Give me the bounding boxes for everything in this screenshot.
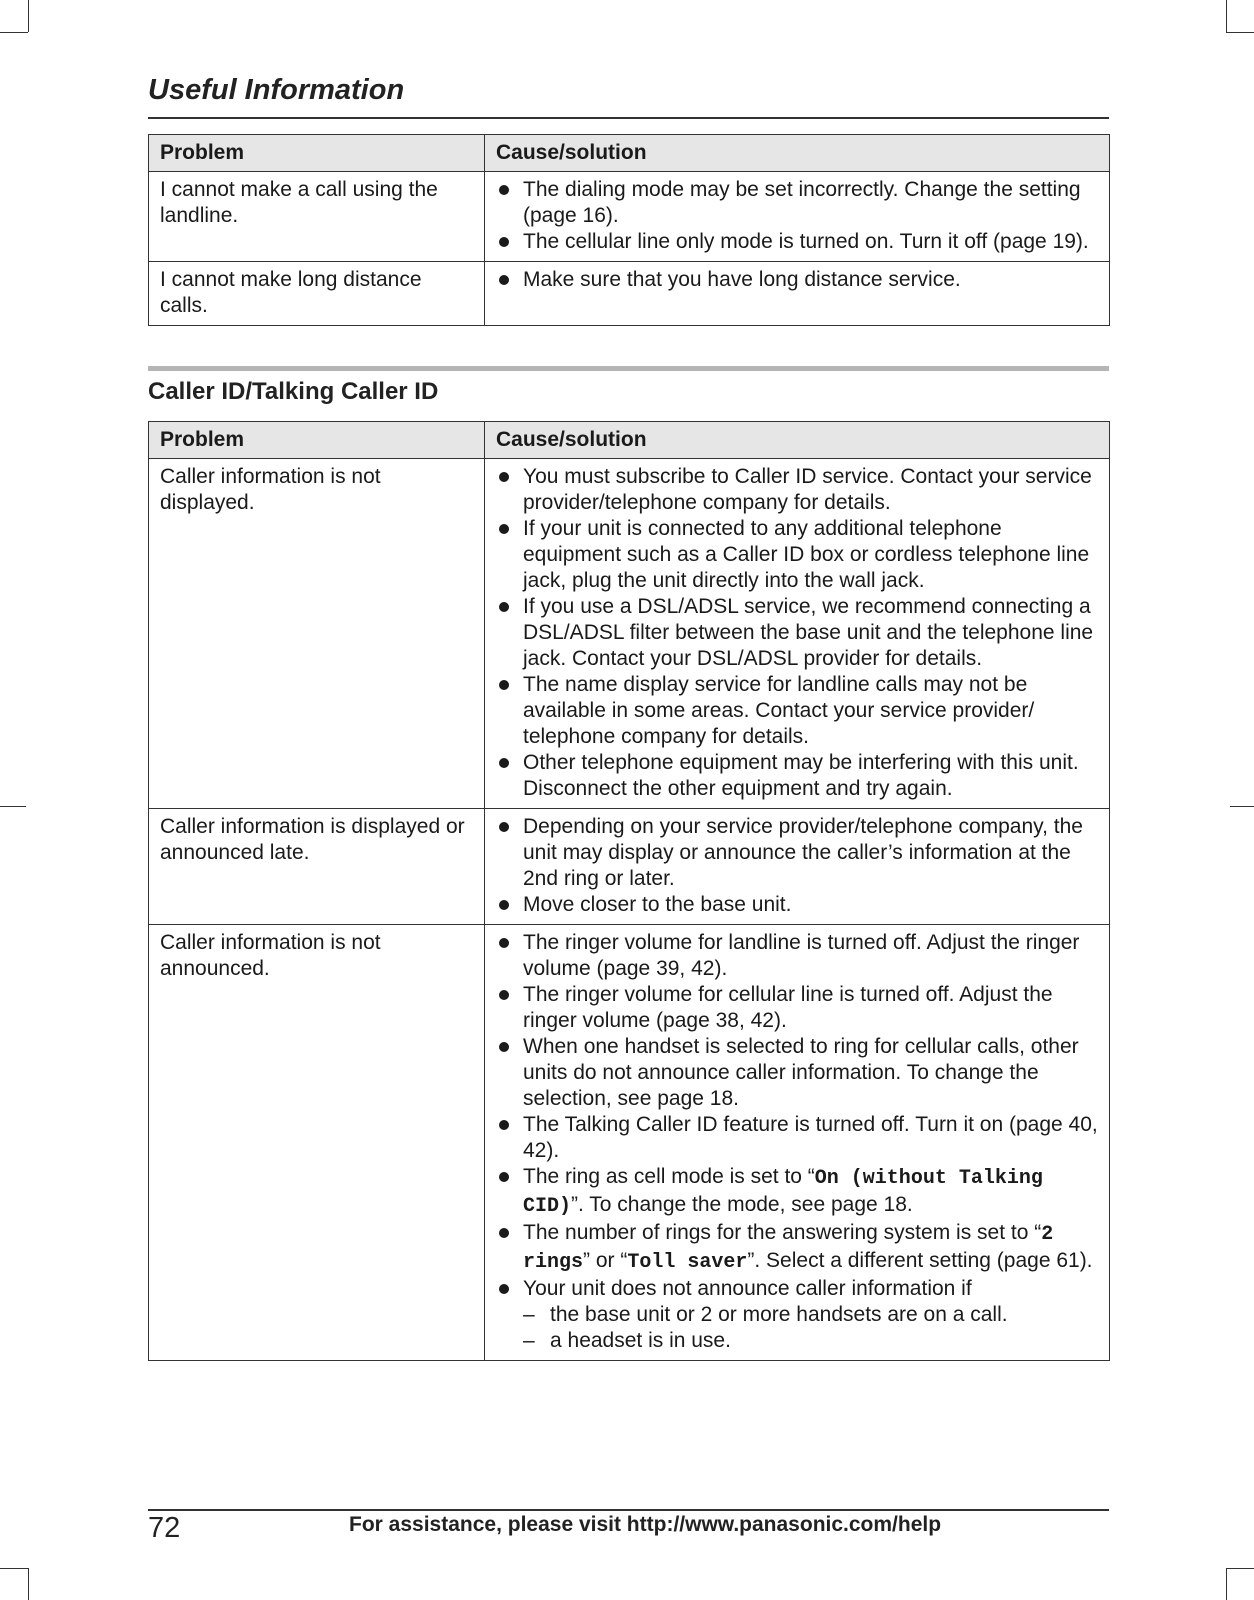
crop-mark	[0, 32, 28, 33]
setting-value: On (without Talking CID)	[523, 1167, 1043, 1218]
sub-list	[523, 1302, 1098, 1354]
solution-text: If you use a DSL/ADSL service, we recommend connecting a DSL/ADSL filter between the base unit and the telephone line jack. Contact your DSL/ADSL provider for details.	[523, 595, 1094, 670]
solution-list	[496, 464, 1098, 802]
solution-item	[496, 1034, 1098, 1112]
problem-cell: I cannot make long distance calls.	[149, 262, 485, 326]
page-number: 72	[148, 1512, 181, 1544]
table-row	[149, 809, 1110, 925]
solution-item-rings	[496, 1220, 1098, 1276]
troubleshooting-table-caller-id	[148, 421, 1110, 1361]
bullet-icon	[499, 1228, 509, 1238]
solution-cell	[485, 925, 1110, 1361]
solution-text: The Talking Caller ID feature is turned off. Turn it on (page 40, 42).	[523, 1113, 1098, 1162]
bullet-icon	[499, 1284, 509, 1294]
bullet-icon	[499, 990, 509, 1000]
solution-text: Your unit does not announce caller information if	[523, 1277, 972, 1300]
solution-item	[496, 814, 1098, 892]
problem-cell: Caller information is displayed or announced late.	[149, 809, 485, 925]
bullet-icon	[499, 472, 509, 482]
bullet-icon	[499, 1172, 509, 1182]
solution-cell	[485, 809, 1110, 925]
sub-item	[523, 1302, 1098, 1328]
solution-item	[496, 892, 1098, 918]
table-row	[149, 262, 1110, 326]
table-header-row	[149, 422, 1110, 459]
column-header-problem: Problem	[149, 135, 485, 172]
solution-item	[496, 1112, 1098, 1164]
solution-text: You must subscribe to Caller ID service. Contact your service provider/telephone company for details.	[523, 465, 1092, 514]
solution-text: The dialing mode may be set incorrectly. Change the setting (page 16).	[523, 178, 1081, 227]
bullet-icon	[499, 1120, 509, 1130]
solution-item-cell-mode	[496, 1164, 1098, 1220]
solution-item	[496, 464, 1098, 516]
solution-text: If your unit is connected to any additional telephone equipment such as a Caller ID box or cordless telephone line jack, plug the unit directly into the wall jack.	[523, 517, 1090, 592]
table-row	[149, 459, 1110, 809]
column-header-problem: Problem	[149, 422, 485, 459]
sub-item-text: the base unit or 2 or more handsets are on a call.	[550, 1303, 1008, 1326]
bullet-icon	[499, 185, 509, 195]
solution-cell	[485, 262, 1110, 326]
solution-text: ”. Select a different setting (page 61).	[747, 1249, 1093, 1272]
solution-text: When one handset is selected to ring for cellular calls, other units do not announce caller information. To change the selection, see page 18.	[523, 1035, 1079, 1110]
sub-item	[523, 1328, 1098, 1354]
crop-mark	[0, 1568, 28, 1569]
problem-cell: Caller information is not announced.	[149, 925, 485, 1361]
setting-value: 2 rings	[523, 1223, 1054, 1274]
solution-item	[496, 229, 1098, 255]
column-header-cause-solution: Cause/solution	[485, 135, 1110, 172]
crop-mark	[1226, 1568, 1227, 1600]
crop-mark	[1226, 1568, 1254, 1569]
solution-item	[496, 672, 1098, 750]
table-row	[149, 172, 1110, 262]
solution-text: The number of rings for the answering system is set to “	[523, 1221, 1042, 1244]
solution-text: Move closer to the base unit.	[523, 893, 792, 916]
solution-text: Depending on your service provider/telephone company, the unit may display or announce the caller’s information at the 2nd ring or later.	[523, 815, 1083, 890]
crop-mark	[0, 806, 26, 807]
solution-text: The ring as cell mode is set to “	[523, 1165, 815, 1188]
solution-list	[496, 267, 1098, 293]
sub-item-text: a headset is in use.	[550, 1329, 731, 1352]
solution-text: Make sure that you have long distance service.	[523, 268, 961, 291]
solution-list	[496, 930, 1098, 1354]
bullet-icon	[499, 822, 509, 832]
solution-item	[496, 594, 1098, 672]
solution-text: The name display service for landline calls may not be available in some areas. Contact your service provider/ telephone company for details.	[523, 673, 1035, 748]
crop-mark	[28, 0, 29, 32]
solution-text: The cellular line only mode is turned on. Turn it off (page 19).	[523, 230, 1089, 253]
solution-cell	[485, 459, 1110, 809]
solution-item	[496, 930, 1098, 982]
solution-text: The ringer volume for landline is turned off. Adjust the ringer volume (page 39, 42).	[523, 931, 1080, 980]
solution-item	[496, 750, 1098, 802]
solution-item	[496, 516, 1098, 594]
solution-item	[496, 267, 1098, 293]
solution-text: The ringer volume for cellular line is turned off. Adjust the ringer volume (page 38, 42).	[523, 983, 1053, 1032]
setting-value: Toll saver	[627, 1251, 748, 1274]
solution-item	[496, 177, 1098, 229]
solution-text: Other telephone equipment may be interfering with this unit. Disconnect the other equipment and try again.	[523, 751, 1079, 800]
section-divider	[148, 366, 1109, 371]
section-title: Caller ID/Talking Caller ID	[148, 378, 439, 405]
crop-mark	[1226, 0, 1227, 32]
bullet-icon	[499, 938, 509, 948]
solution-cell	[485, 172, 1110, 262]
troubleshooting-table-general	[148, 134, 1110, 326]
solution-list	[496, 177, 1098, 255]
crop-mark	[28, 1568, 29, 1600]
column-header-cause-solution: Cause/solution	[485, 422, 1110, 459]
problem-cell: I cannot make a call using the landline.	[149, 172, 485, 262]
solution-text: ”. To change the mode, see page 18.	[571, 1193, 913, 1216]
solution-list	[496, 814, 1098, 918]
table-row	[149, 925, 1110, 1361]
bullet-icon	[499, 900, 509, 910]
table-header-row	[149, 135, 1110, 172]
bullet-icon	[499, 275, 509, 285]
solution-item	[496, 982, 1098, 1034]
bullet-icon	[499, 237, 509, 247]
crop-mark	[1230, 806, 1254, 807]
header-divider	[148, 117, 1109, 119]
assistance-text: For assistance, please visit http://www.panasonic.com/help	[349, 1513, 942, 1536]
crop-mark	[1226, 32, 1254, 33]
problem-cell: Caller information is not displayed.	[149, 459, 485, 809]
footer-divider	[148, 1509, 1109, 1511]
bullet-icon	[499, 758, 509, 768]
bullet-icon	[499, 602, 509, 612]
page-title: Useful Information	[148, 74, 405, 106]
bullet-icon	[499, 1042, 509, 1052]
dash-icon: –	[523, 1329, 535, 1352]
dash-icon: –	[523, 1303, 535, 1326]
solution-text: ” or “	[583, 1249, 628, 1272]
solution-item-no-announce	[496, 1276, 1098, 1354]
bullet-icon	[499, 680, 509, 690]
bullet-icon	[499, 524, 509, 534]
